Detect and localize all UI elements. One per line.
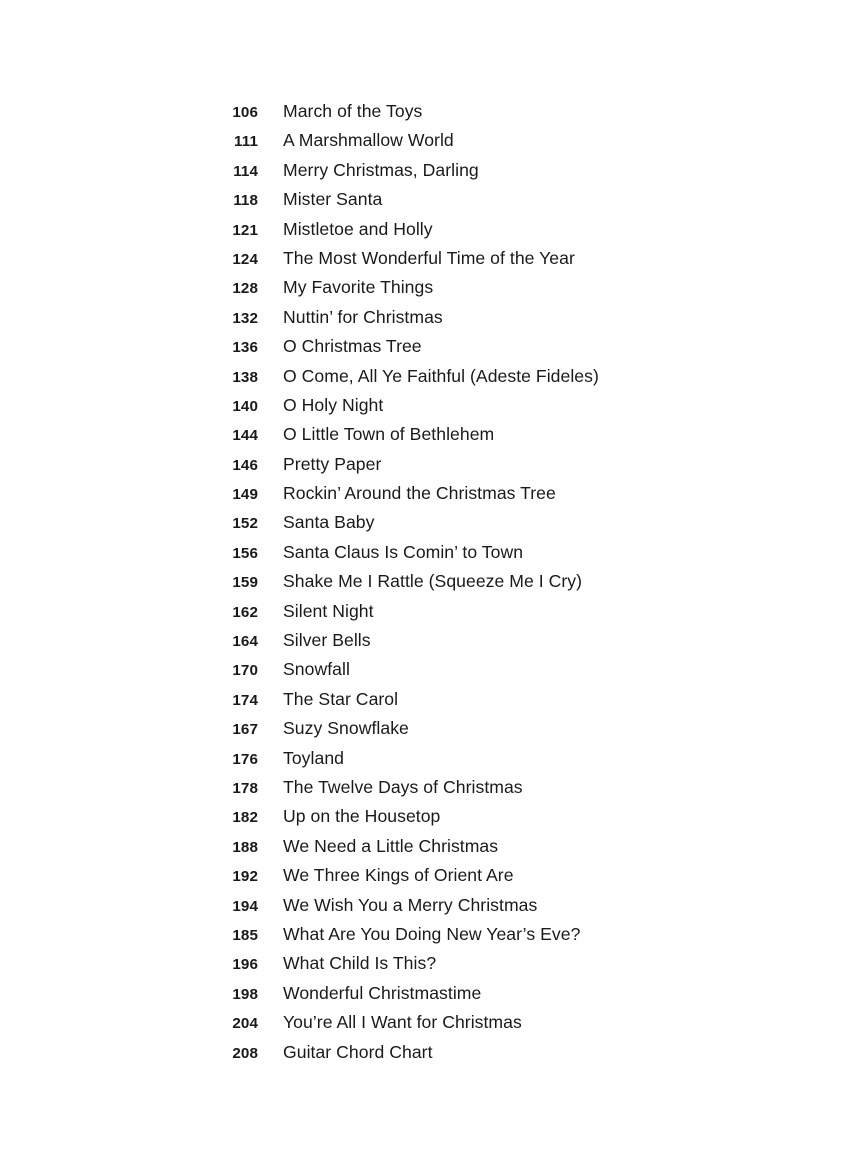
- toc-entry-title: What Are You Doing New Year’s Eve?: [283, 923, 581, 944]
- toc-entry-page-number: 208: [232, 1044, 258, 1062]
- toc-entry-title: Suzy Snowflake: [283, 718, 409, 739]
- toc-entry[interactable]: [0, 244, 864, 273]
- toc-entry[interactable]: [0, 332, 864, 361]
- toc-entry-title: Up on the Housetop: [283, 806, 441, 827]
- toc-entry-page-number: 114: [233, 162, 258, 180]
- toc-entry-page-number: 111: [234, 133, 258, 151]
- toc-entry[interactable]: [0, 273, 864, 302]
- toc-entry-page-number: 121: [232, 221, 258, 239]
- toc-entry-title: Merry Christmas, Darling: [283, 159, 479, 180]
- toc-entry-title: We Need a Little Christmas: [283, 835, 499, 856]
- toc-entry[interactable]: [0, 126, 864, 155]
- toc-entry-title: O Little Town of Bethlehem: [283, 424, 495, 445]
- toc-list: [0, 97, 864, 1067]
- toc-entry[interactable]: [0, 97, 864, 126]
- toc-entry-title: Pretty Paper: [283, 453, 382, 474]
- toc-entry[interactable]: [0, 1008, 864, 1037]
- toc-entry[interactable]: [0, 714, 864, 743]
- toc-entry-page-number: 174: [232, 691, 258, 709]
- toc-entry-title: Guitar Chord Chart: [283, 1041, 433, 1062]
- toc-entry-title: What Child Is This?: [283, 953, 437, 974]
- toc-entry-page-number: 106: [232, 104, 258, 121]
- toc-entry[interactable]: [0, 891, 864, 920]
- toc-entry-title: O Come, All Ye Faithful (Adeste Fideles): [283, 365, 599, 386]
- toc-entry[interactable]: [0, 626, 864, 655]
- toc-entry[interactable]: [0, 861, 864, 890]
- toc-entry-title: Silver Bells: [283, 630, 371, 651]
- toc-entry[interactable]: [0, 391, 864, 420]
- toc-entry-page-number: 136: [232, 339, 258, 357]
- toc-entry-title: We Three Kings of Orient Are: [283, 865, 514, 886]
- toc-entry-title: The Star Carol: [283, 688, 399, 709]
- toc-entry-page-number: 124: [232, 250, 258, 268]
- toc-entry-page-number: 144: [232, 427, 258, 445]
- toc-entry[interactable]: [0, 450, 864, 479]
- toc-entry-page-number: 185: [232, 926, 258, 944]
- toc-entry-title: Santa Claus Is Comin’ to Town: [283, 541, 524, 562]
- toc-entry[interactable]: [0, 685, 864, 714]
- toc-entry-page-number: 162: [232, 603, 258, 621]
- table-of-contents: [0, 97, 864, 1067]
- toc-entry-title: We Wish You a Merry Christmas: [283, 894, 538, 915]
- toc-entry[interactable]: [0, 567, 864, 596]
- toc-entry-title: Silent Night: [283, 600, 374, 621]
- toc-entry[interactable]: [0, 597, 864, 626]
- toc-entry-title: Wonderful Christmastime: [283, 982, 482, 1003]
- toc-entry-page-number: 164: [232, 633, 258, 651]
- toc-entry-page-number: 132: [232, 309, 258, 327]
- toc-entry-page-number: 170: [232, 662, 258, 680]
- toc-entry-page-number: 138: [232, 368, 258, 386]
- toc-entry-page-number: 188: [232, 838, 258, 856]
- toc-entry-page-number: 204: [232, 1015, 258, 1033]
- toc-entry[interactable]: [0, 215, 864, 244]
- toc-entry-page-number: 192: [232, 868, 258, 886]
- toc-entry-title: The Most Wonderful Time of the Year: [283, 247, 575, 268]
- toc-entry-title: Shake Me I Rattle (Squeeze Me I Cry): [283, 571, 583, 592]
- toc-entry-page-number: 156: [232, 544, 258, 562]
- toc-entry-page-number: 149: [232, 486, 258, 504]
- toc-entry-page-number: 118: [233, 192, 258, 210]
- toc-entry-title: You’re All I Want for Christmas: [283, 1012, 522, 1033]
- toc-entry-page-number: 167: [232, 721, 258, 739]
- toc-entry-title: Nuttin’ for Christmas: [283, 306, 443, 327]
- toc-entry[interactable]: [0, 303, 864, 332]
- toc-entry-title: Rockin’ Around the Christmas Tree: [283, 483, 556, 504]
- toc-entry[interactable]: [0, 655, 864, 684]
- toc-entry[interactable]: [0, 949, 864, 978]
- toc-entry[interactable]: [0, 920, 864, 949]
- toc-entry-page-number: 194: [232, 897, 258, 915]
- toc-entry-title: O Christmas Tree: [283, 336, 422, 357]
- toc-entry-title: My Favorite Things: [283, 277, 434, 298]
- toc-entry[interactable]: [0, 362, 864, 391]
- toc-entry-page-number: 152: [232, 515, 258, 533]
- toc-entry-title: Mister Santa: [283, 189, 383, 210]
- toc-entry-title: Mistletoe and Holly: [283, 218, 433, 239]
- toc-entry-page-number: 159: [232, 574, 258, 592]
- toc-entry-page-number: 146: [232, 456, 258, 474]
- toc-entry[interactable]: [0, 832, 864, 861]
- toc-entry-title: Snowfall: [283, 659, 350, 680]
- toc-entry-title: March of the Toys: [283, 101, 423, 121]
- toc-entry-page-number: 140: [232, 397, 258, 415]
- toc-entry[interactable]: [0, 420, 864, 449]
- toc-entry[interactable]: [0, 538, 864, 567]
- toc-entry[interactable]: [0, 156, 864, 185]
- toc-entry[interactable]: [0, 185, 864, 214]
- toc-entry-title: Santa Baby: [283, 512, 375, 533]
- toc-entry[interactable]: [0, 979, 864, 1008]
- toc-entry-page-number: 196: [232, 956, 258, 974]
- toc-entry[interactable]: [0, 479, 864, 508]
- toc-entry[interactable]: [0, 1038, 864, 1067]
- toc-entry-page-number: 182: [232, 809, 258, 827]
- toc-entry[interactable]: [0, 744, 864, 773]
- toc-entry-title: O Holy Night: [283, 394, 384, 415]
- toc-entry[interactable]: [0, 773, 864, 802]
- toc-entry-title: The Twelve Days of Christmas: [283, 776, 523, 797]
- toc-entry-page-number: 178: [232, 779, 258, 797]
- toc-entry-title: Toyland: [283, 747, 344, 768]
- toc-entry-page-number: 128: [232, 280, 258, 298]
- toc-entry-title: A Marshmallow World: [283, 130, 454, 151]
- toc-entry[interactable]: [0, 802, 864, 831]
- toc-entry-page-number: 198: [232, 985, 258, 1003]
- toc-entry[interactable]: [0, 508, 864, 537]
- toc-entry-page-number: 176: [232, 750, 258, 768]
